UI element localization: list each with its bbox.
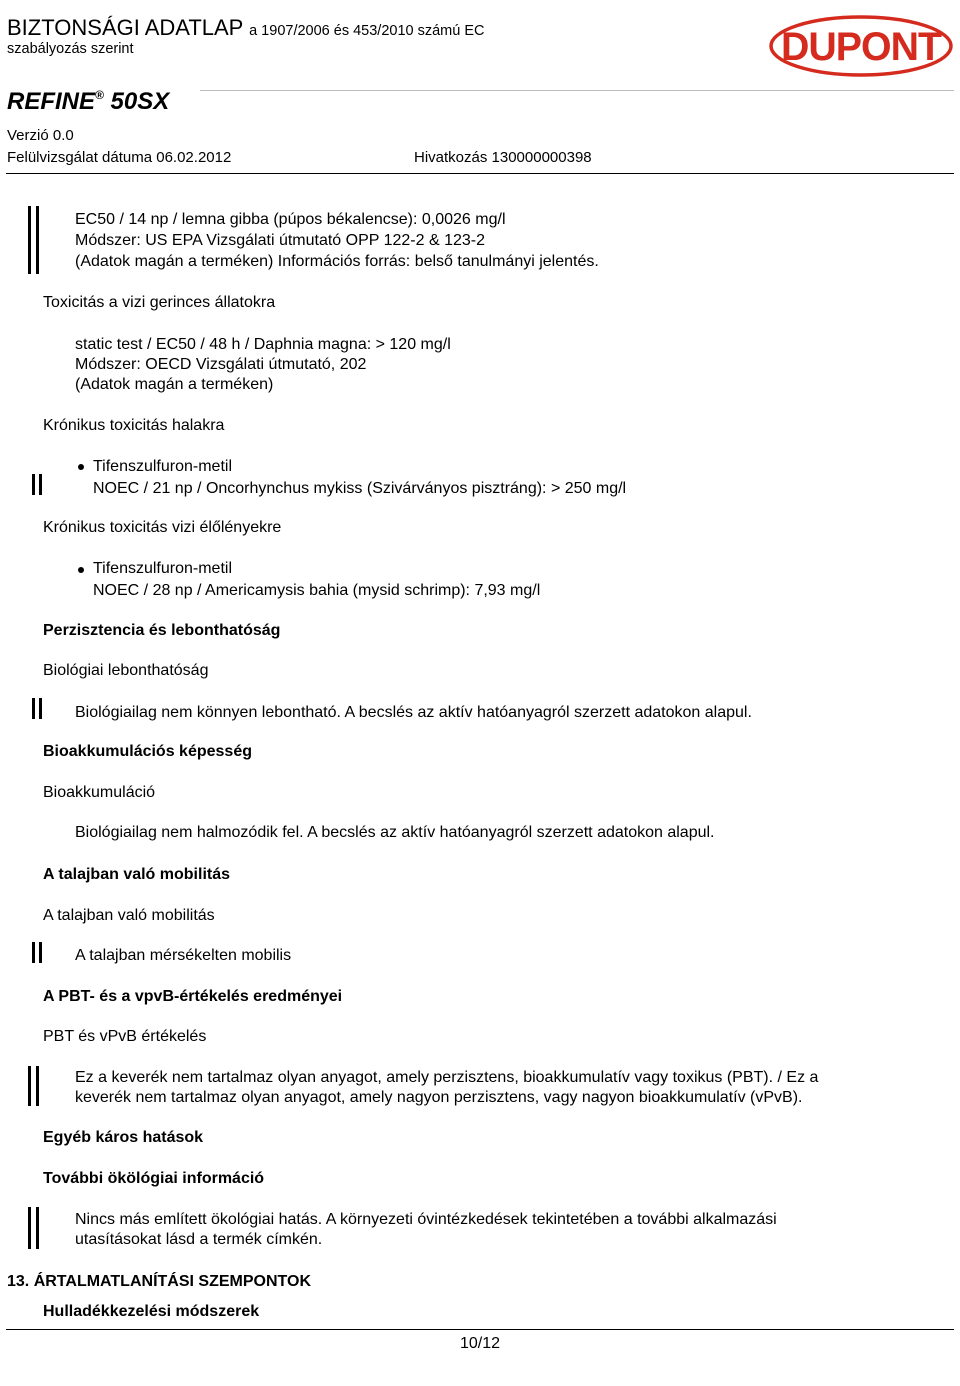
header-divider xyxy=(6,173,954,174)
chronic-aquatic-value: NOEC / 28 np / Americamysis bahia (mysid schrimp): 7,93 mg/l xyxy=(93,582,541,599)
pbt-text-line-1: Ez a keverék nem tartalmaz olyan anyagot, amely perzisztens, bioakkumulatív vagy toxikus (PBT). / Ez a xyxy=(75,1069,819,1086)
dupont-logo xyxy=(768,14,954,83)
section-13-title: 13. ÁRTALMATLANÍTÁSI SZEMPONTOK xyxy=(7,1273,311,1290)
bioaccumulative-heading: Bioakkumulációs képesség xyxy=(43,743,252,760)
version-label: Verzió 0.0 xyxy=(7,127,74,144)
chronic-fish-value: NOEC / 21 np / Oncorhynchus mykiss (Szivárványos pisztráng): > 250 mg/l xyxy=(93,480,627,497)
footer-divider xyxy=(6,1329,954,1330)
svg-text:DUPONT: DUPONT xyxy=(781,25,942,69)
document-title: BIZTONSÁGI ADATLAP xyxy=(7,15,243,40)
bioaccumulation-heading: Bioakkumuláció xyxy=(43,784,156,801)
reference-label: Hivatkozás 130000000398 xyxy=(414,149,592,166)
pbt-evaluation-heading: PBT és vPvB értékelés xyxy=(43,1028,207,1045)
soil-mobility-heading: A talajban való mobilitás xyxy=(43,907,215,924)
chronic-aquatic-heading: Krónikus toxicitás vizi élőlényekre xyxy=(43,519,282,536)
other-effects-heading: Egyéb káros hatások xyxy=(43,1129,204,1146)
review-date-label: Felülvizsgálat dátuma 06.02.2012 xyxy=(7,149,232,166)
daphnia-line-1: static test / EC50 / 48 h / Daphnia magna: > 120 mg/l xyxy=(75,336,451,353)
regulation-text: a 1907/2006 és 453/2010 számú EC xyxy=(249,23,485,39)
further-eco-line-1: Nincs más említett ökológiai hatás. A környezeti óvintézkedések tekintetében a további alkalmazási xyxy=(75,1211,777,1228)
daphnia-line-3: (Adatok magán a terméken) xyxy=(75,376,274,393)
soil-mobility-heading-bold: A talajban való mobilitás xyxy=(43,866,231,883)
ec50-line-3: (Adatok magán a terméken) Információs forrás: belső tanulmányi jelentés. xyxy=(75,253,599,270)
chronic-fish-heading: Krónikus toxicitás halakra xyxy=(43,417,225,434)
regulation-text-cont: szabályozás szerint xyxy=(7,41,134,57)
product-name: REFINE® 50SX xyxy=(7,88,170,115)
bullet-icon xyxy=(78,464,84,470)
daphnia-line-2: Módszer: OECD Vizsgálati útmutató, 202 xyxy=(75,356,367,373)
bioaccumulation-text: Biológiailag nem halmozódik fel. A becslés az aktív hatóanyagról szerzett adatokon alapul. xyxy=(75,824,715,841)
waste-methods-heading: Hulladékkezelési módszerek xyxy=(43,1303,260,1320)
persistence-heading: Perzisztencia és lebonthatóság xyxy=(43,622,281,639)
ec50-line-1: EC50 / 14 np / lemna gibba (púpos békalencse): 0,0026 mg/l xyxy=(75,211,506,228)
chronic-aquatic-substance: Tifenszulfuron-metil xyxy=(93,560,233,577)
further-eco-heading: További ökölógiai információ xyxy=(43,1170,265,1187)
biodegradability-heading: Biológiai lebonthatóság xyxy=(43,662,209,679)
pbt-text-line-2: keverék nem tartalmaz olyan anyagot, amely nagyon perzisztens, vagy nagyon bioakkumulatív (vPvB). xyxy=(75,1089,803,1106)
chronic-fish-substance: Tifenszulfuron-metil xyxy=(93,458,233,475)
ec50-line-2: Módszer: US EPA Vizsgálati útmutató OPP 122-2 & 123-2 xyxy=(75,232,485,249)
page-number: 10/12 xyxy=(459,1335,501,1352)
bullet-icon xyxy=(78,567,84,573)
biodegradability-text: Biológiailag nem könnyen lebontható. A becslés az aktív hatóanyagról szerzett adatokon alapul. xyxy=(75,704,752,721)
invertebrate-heading: Toxicitás a vizi gerinces állatokra xyxy=(43,294,276,311)
further-eco-line-2: utasításokat lásd a termék címkén. xyxy=(75,1231,323,1248)
pbt-results-heading: A PBT- és a vpvB-értékelés eredményei xyxy=(43,988,343,1005)
soil-mobility-text: A talajban mérsékelten mobilis xyxy=(75,947,292,964)
